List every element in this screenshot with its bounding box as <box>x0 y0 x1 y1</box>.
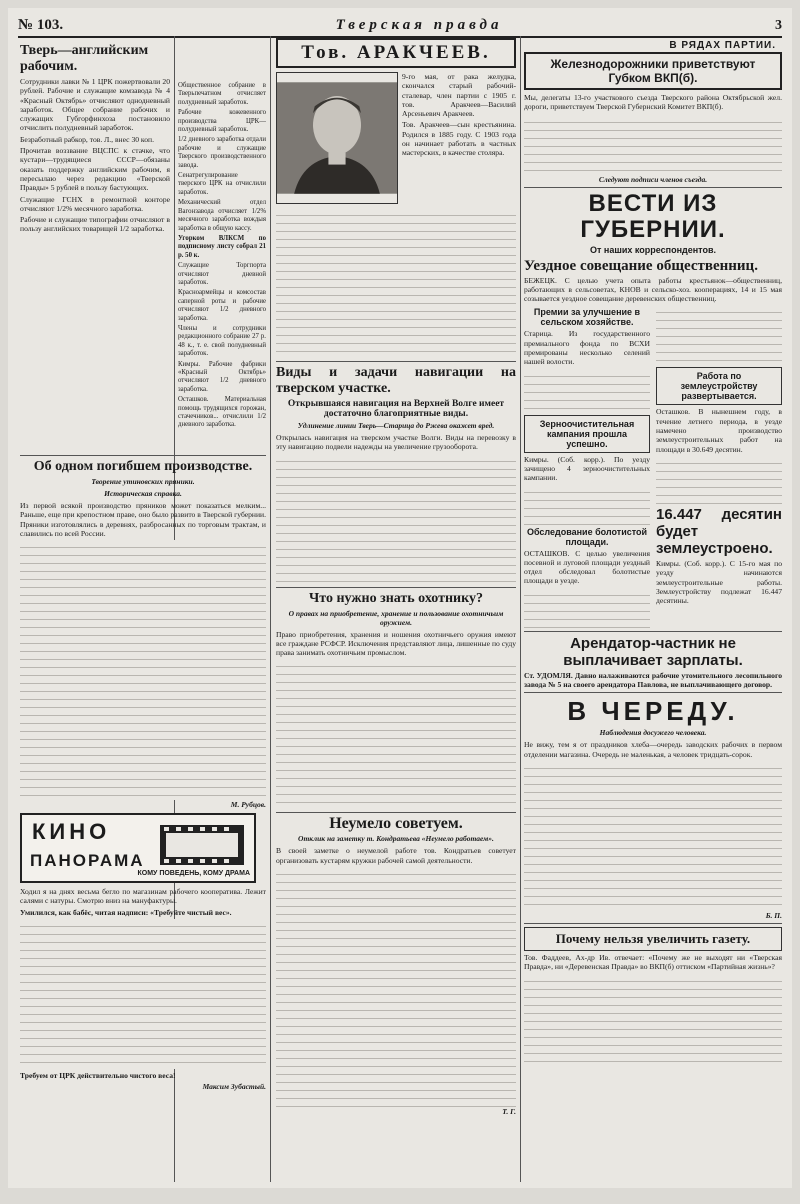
newspaper-page <box>8 8 792 1188</box>
article-title-zerno: Зерноочистительная кампания прошла успешно. <box>524 415 650 453</box>
article-signature: М. Рубцов. <box>230 800 266 810</box>
article-signature: Б. П. <box>765 910 782 920</box>
article-paragraph: Общественное собрание в Тверьпечатном отчисляет полудневный заработок. <box>178 82 266 106</box>
article-signature: Следуют подписи членов съезда. <box>598 174 708 184</box>
article-paragraph: Тов. Аракчеев—сын крестьянина. Родился в 1885 году. С 1903 года он начинает работать в частных мастерских, в качестве столяра. <box>402 120 516 158</box>
article-paragraph: Кимры. (Соб. корр.). По уезду зачищено 4 зерноочистительных кампании. <box>524 454 650 483</box>
column-second <box>178 80 266 440</box>
film-strip-icon <box>160 825 244 865</box>
article-paragraph: Члены и сотрудники редакционного собрание 27 р. 48 к., т. е. свой полудневный заработок. <box>178 324 266 358</box>
paper-name: Тверская правда <box>335 17 503 33</box>
divider <box>276 587 516 588</box>
article-title-arendator: Арендатор-частник не выплачивает зарплаты. <box>563 634 743 669</box>
article-signature: Т. Г. <box>502 1107 516 1117</box>
article-paragraph: Служащие Торгпорта отчисляют дневной заработок. <box>178 262 266 286</box>
article-paragraph: Механический отдел Вагонзавода отчисляет 1/2% месячного заработка вождыя заработка в общую кассу. <box>178 199 266 232</box>
article-body-text <box>276 454 516 584</box>
article-paragraph: Открылась навигация на тверском участке Волги. Виды на перевозку в эту навигацию подвели надежды на увеличение грузооборота. <box>276 433 516 452</box>
article-signature: Максим Зубастый. <box>202 1082 266 1092</box>
article-paragraph: Осташков. В нынешнем году, в течение летнего периода, в уезде намечено производство землеустроительных работ на площади в 30.649 десятин. <box>656 407 782 454</box>
portrait-image <box>276 72 398 204</box>
article-body-text <box>524 974 782 1064</box>
article-subtitle: Открывшаяся навигация на Верхней Волге имеет достаточно благоприятные виды. <box>287 399 505 419</box>
article-paragraph: Кимры. Рабочие фабрики «Красный Октябрь» отчисляют 1/2 дневного заработка. <box>178 360 266 393</box>
article-body-text <box>656 456 782 506</box>
article-paragraph: БЕЖЕЦК. С целью учета опыта работы крестьянок—общественниц, работающих в сельсоветах, КНОВ и сельско-хоз. кооперациях, 14 и 15 мая созывается уездное совещание деревенских общественниц. <box>524 275 782 304</box>
article-title-chered: В ЧЕРЕДУ. <box>567 696 739 727</box>
article-paragraph: 1/2 дневного заработка отдали рабочие и служащие Тверского производственного завода. <box>178 136 266 169</box>
divider <box>524 187 782 188</box>
article-title-gazeta: Почему нельзя увеличить газету. <box>524 927 782 951</box>
article-body-text <box>20 919 266 1069</box>
article-paragraph: Рабочие и служащие типографии отчисляют в пользу английских товарищей 1/2 заработка. <box>20 215 170 234</box>
article-title-uezd: Уездное совещание общественниц. <box>524 257 758 274</box>
article-title-premii: Премии за улучшение в сельском хозяйстве. <box>533 307 641 328</box>
rubric-party: В РЯДАХ ПАРТИИ. <box>669 40 776 51</box>
issue-number: № 103. <box>18 17 64 33</box>
article-title-desyatin: 16.447 десятин будет землеустроено. <box>656 505 782 557</box>
divider <box>20 455 266 456</box>
divider <box>524 631 782 632</box>
article-kicker: Удлинение линии Тверь—Старица до Ржева окажет вред. <box>297 421 495 430</box>
article-paragraph: Красноармейцы и комсостав саперной роты и рабочие отчисляют 1/2 дневного заработка. <box>178 289 266 322</box>
article-paragraph: Угорком ВЛКСМ по подписному листу собрал 21 р. 50 к. <box>178 234 266 259</box>
column-right <box>524 52 782 1178</box>
article-paragraph: Право приобретения, хранения и ношения охотничьего оружия имеют все граждане РСФСР. Исключения представляют лица, лишенные по суду права занимать охотничьим промыслом. <box>276 629 516 658</box>
article-title-navigation: Виды и задачи навигации на тверском участке. <box>276 365 516 396</box>
masthead <box>18 14 782 38</box>
divider <box>276 812 516 813</box>
article-title-arakcheev: Тов. АРАКЧЕЕВ. <box>276 38 516 68</box>
article-paragraph: Безработный рабкор, тов. Л., внес 30 коп. <box>20 134 154 144</box>
divider <box>276 361 516 362</box>
page-number: 3 <box>774 18 782 33</box>
article-paragraph: 9-го мая, от рака желудка, скончался старый рабочий-сталевар, член партии с 1905 г. тов. Аракчеев—Василий Арсеньевич Аракчеев. <box>402 72 516 119</box>
article-subtitle: О правах на приобретение, хранение и пользование охотничьим оружием. <box>288 608 504 627</box>
article-body-text <box>524 369 650 413</box>
article-body-text <box>524 761 782 911</box>
article-title-tver: Тверь—английским рабочим. <box>20 43 149 74</box>
section-title-vesti: ВЕСТИ ИЗ ГУБЕРНИИ. <box>580 189 726 243</box>
article-subtitle: Наблюдения досужего человека. <box>599 728 707 738</box>
article-pryaniki <box>20 452 266 1172</box>
article-paragraph: Прочитав воззвание ВЦСПС к стачке, что кустари—трудящиеся СССР—обязаны оказать поддержку английским рабочим, я пересылаю через редакцию «Тверской Правды» 5 рублей в пользу бастующих. <box>20 146 170 193</box>
article-subtitle: Отклик на заметку т. Кондратьева «Неумело работаем». <box>298 834 494 844</box>
article-title-zemleustr: Работа по землеустройству развертывается. <box>656 367 782 405</box>
article-paragraph: Тов. Фаддеев, Ах-др Ив. отвечает: «Почему же не выходят ни «Тверская Правда», ни «Деревенская Правда» во ВКП(б) оттиском «Партийная жизнь»? <box>524 952 782 972</box>
column-rule <box>520 36 521 1182</box>
article-paragraph: Рабочие кожевенного производства ЦРК—полудневный заработок. <box>178 109 266 134</box>
article-paragraph: Кимры. (Соб. корр.). С 15-го мая по уезду начинаются землеустроительные работы. Землеустройству подлежат 16.447 десятины. <box>656 558 782 606</box>
article-kicker-2: Историческая справка. <box>104 489 182 498</box>
article-paragraph: Ходил я на днях весьма бегло по магазинам рабочего кооператива. Лежит салями с натуры. Смотрю вниз на мануфактуры. <box>20 887 266 906</box>
column-rule <box>270 36 271 1182</box>
section-subtitle: От наших корреспондентов. <box>589 244 716 255</box>
article-paragraph: Осташков. Материальная помощь трудящихся горожан, стачечников... отчислили 1/2 дневного заработка. <box>178 396 266 429</box>
article-paragraph: Старица. Из государственного премиального фонда по ВСХИ премированы несколько селений нашей волости. <box>524 329 650 367</box>
article-body-text <box>20 540 266 800</box>
article-paragraph: Умилился, как бабёс, читая надписи: «Требуйте чистый вес». <box>20 907 232 917</box>
divider <box>524 692 782 693</box>
article-body-text <box>276 208 516 358</box>
article-paragraph: Служащие ГСНХ в ремонтной конторе отчисляют 1/2% месячного заработка. <box>20 194 170 213</box>
article-title-obsled: Обследование болотистой площади. <box>526 526 648 547</box>
article-paragraph: Сенатрегулирование тверского ЦРК на отчислили заработок. <box>178 172 266 196</box>
article-body-text <box>524 588 650 628</box>
article-body-text <box>656 305 782 365</box>
article-paragraph: Не вижу, тем я от праздников хлеба—очередь заводских рабочих в первом отделении магазина. Очередь не маленькая, а человек тридцать-сорок. <box>524 740 782 759</box>
kino-subtitle: КОМУ ПОВЕДЕНЬ, КОМУ ДРАМА <box>137 870 250 878</box>
article-title-hunter: Что нужно знать охотнику? <box>309 590 483 606</box>
article-title-railway: Железнодорожники приветствуют Губком ВКП(б). <box>524 52 782 90</box>
article-body-text <box>524 115 782 175</box>
article-body-text <box>276 867 516 1107</box>
column-left-top <box>20 40 170 440</box>
article-title-pryaniki: Об одном погибшем производстве. <box>33 459 253 474</box>
article-body-text <box>524 485 650 525</box>
article-paragraph: Из первой всякой производство пряников может показаться мелким... Раньше, еще при крепостном праве, оно было развито в Тверской губернии. Пряники изготовлялись в деревнях, разбросанных по торговым трактам, и славились по всей России. <box>20 501 266 538</box>
kino-panorama-banner <box>20 813 256 883</box>
article-paragraph: Ст. УДОМЛЯ. Давно налаживаются рабочие утомительного лесопильного завода № 5 на своего арендатора Павлова, не выплачивающего договор. <box>524 670 782 690</box>
article-kicker: Творение утиновских пряники. <box>91 477 195 486</box>
article-body-text <box>276 659 516 809</box>
article-paragraph: В своей заметке о неумелой работе тов. Кондратьев советует организовать кустарям кружки рабочей самой деятельности. <box>276 846 516 865</box>
divider <box>524 923 782 924</box>
kino-title: КИНО <box>32 819 111 845</box>
column-middle <box>276 38 516 1178</box>
article-paragraph: ОСТАШКОВ. С целью увеличения посевной и луговой площади уездный отдел обследовал болотистые площади в уезде. <box>524 548 650 586</box>
article-paragraph: Мы, делегаты 13-го участкового съезда Тверского района Октябрьской жел. дороги, приветствуем Тверской Губернский Комитет ВКП(б). <box>524 93 782 112</box>
article-title-neumelo: Неумело советуем. <box>329 815 463 833</box>
article-paragraph: Сотрудники лавки № 1 ЦРК пожертвовали 20 рублей. Рабочие и служащие комзавода № 4 «Красный Октябрь» отчисляют однодневный заработок. Общее собрание рабочих и служащих Губгорфинхоза постановило отчислить полудневный заработок. <box>20 77 170 133</box>
article-paragraph: Требуем от ЦРК действительно чистого веса! <box>20 1071 176 1081</box>
panorama-title: ПАНОРАМА <box>30 851 145 871</box>
